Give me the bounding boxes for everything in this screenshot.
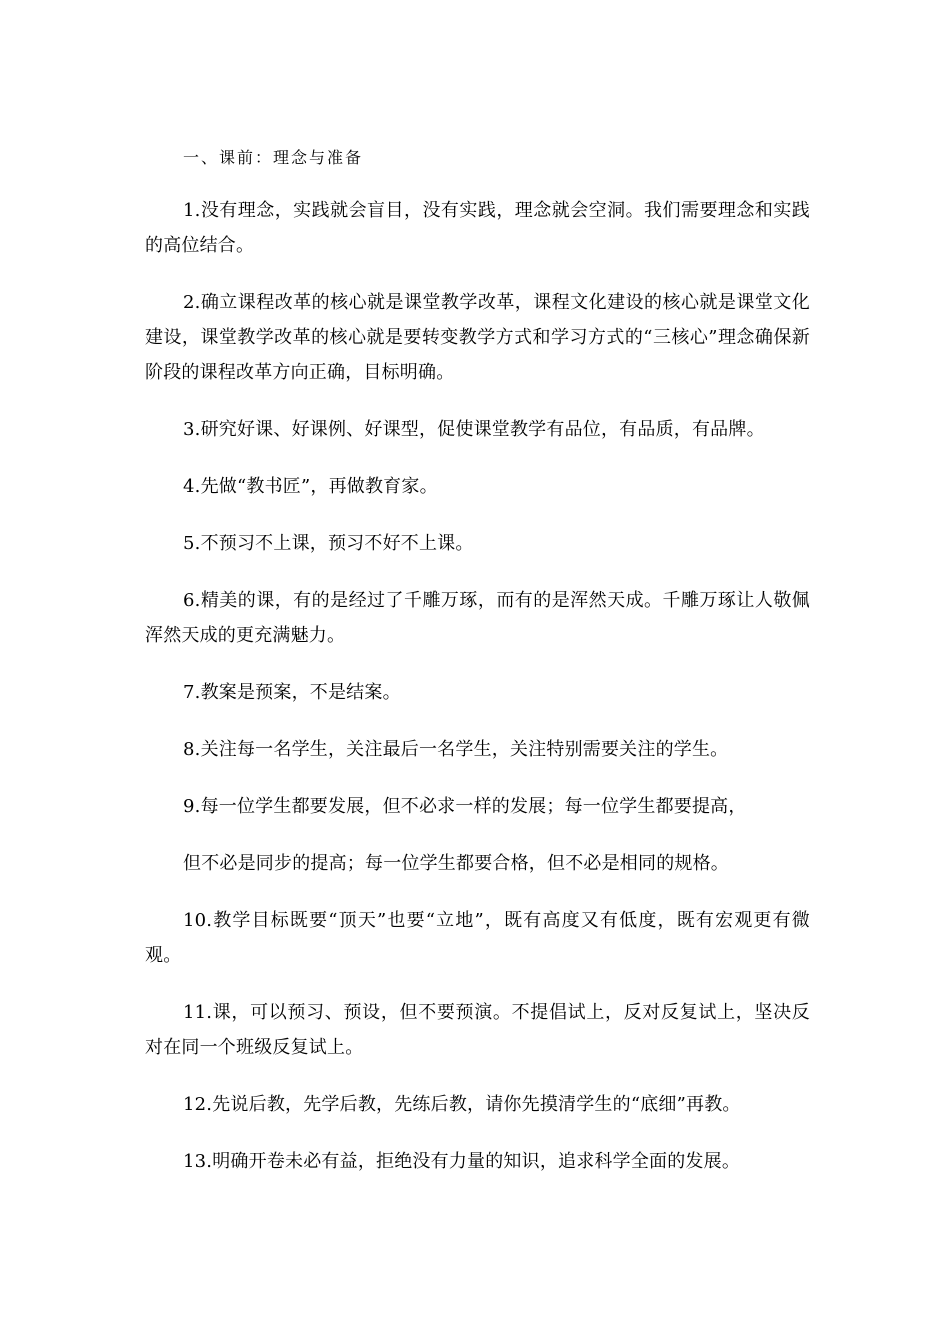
paragraph-11: 11.课，可以预习、预设，但不要预演。不提倡试上，反对反复试上，坚决反对在同一个班级反复试上。 xyxy=(145,1002,810,1058)
paragraph-8: 8.关注每一名学生，关注最后一名学生，关注特别需要关注的学生。 xyxy=(183,739,729,760)
paragraph-4: 4.先做“教书匠”，再做教育家。 xyxy=(183,476,438,497)
paragraph-10: 10.教学目标既要“顶天”也要“立地”，既有高度又有低度，既有宏观更有微观。 xyxy=(145,910,810,966)
paragraph-9b: 但不必是同步的提高；每一位学生都要合格，但不必是相同的规格。 xyxy=(183,853,729,874)
paragraph-9a: 9.每一位学生都要发展，但不必求一样的发展；每一位学生都要提高， xyxy=(183,796,747,817)
section-heading: 一、课前：理念与准备 xyxy=(183,148,364,167)
paragraph-6: 6.精美的课，有的是经过了千雕万琢，而有的是浑然天成。千雕万琢让人敬佩浑然天成的更充满魅力。 xyxy=(145,590,810,646)
paragraph-7: 7.教案是预案，不是结案。 xyxy=(183,682,401,703)
paragraph-12: 12.先说后教，先学后教，先练后教，请你先摸清学生的“底细”再教。 xyxy=(183,1094,741,1115)
paragraph-1: 1.没有理念，实践就会盲目，没有实践，理念就会空洞。我们需要理念和实践的高位结合。 xyxy=(145,200,810,256)
paragraph-5: 5.不预习不上课，预习不好不上课。 xyxy=(183,533,474,554)
document-body xyxy=(145,143,810,1201)
paragraph-2: 2.确立课程改革的核心就是课堂教学改革，课程文化建设的核心就是课堂文化建设，课堂教学改革的核心就是要转变教学方式和学习方式的“三核心”理念确保新阶段的课程改革方向正确，目标明确。 xyxy=(145,292,810,383)
paragraph-13: 13.明确开卷未必有益，拒绝没有力量的知识，追求科学全面的发展。 xyxy=(183,1151,741,1172)
paragraph-3: 3.研究好课、好课例、好课型，促使课堂教学有品位，有品质，有品牌。 xyxy=(183,419,765,440)
